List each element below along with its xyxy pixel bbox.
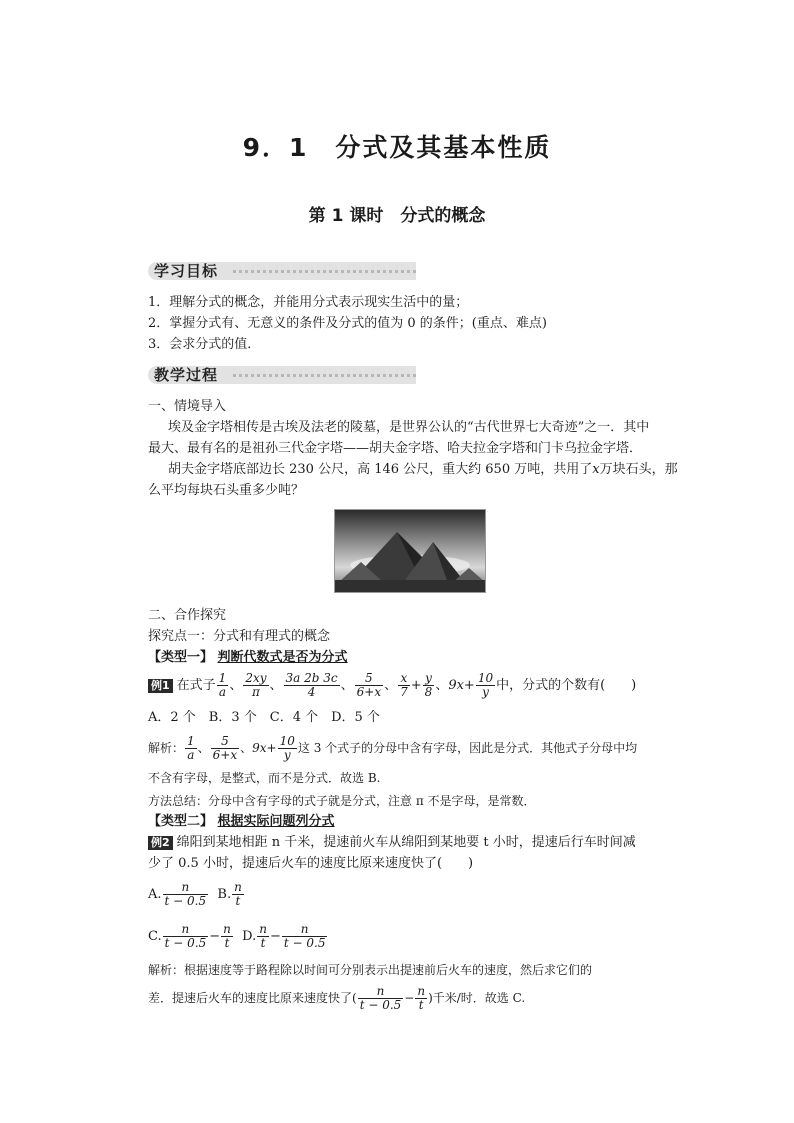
example2-solution: 差．提速后火车的速度比原来速度快了( $\frac{n}{t - 0.5}$ − $\frac{n}{t}$ )千米/时．故选 C. <box>148 984 526 1012</box>
example2-solution: 解析：根据速度等于路程除以时间可分别表示出提速前后火车的速度，然后求它们的 <box>148 963 593 977</box>
example1-options: A．2 个 B．3 个 C．4 个 D．5 个 <box>148 710 380 725</box>
fraction: $\frac{n}{t - 0.5}$ <box>283 922 326 950</box>
goal-item: 3．会求分式的值． <box>148 337 261 352</box>
example1-badge: 例1 <box>148 679 173 693</box>
fraction: $\frac{n}{t}$ <box>223 922 231 950</box>
intro-paragraph: 么平均每块石头重多少吨？ <box>148 483 305 498</box>
lesson-subtitle: 第 1 课时 分式的概念 <box>308 206 486 226</box>
page-title: 9．1 分式及其基本性质 <box>242 133 552 162</box>
fraction: $\frac{n}{t - 0.5}$ <box>164 880 207 908</box>
example1-solution: 解析： $\frac{1}{a}$ 、 $\frac{5}{6+x}$ 、9x+ $\frac{10}{y}$ 这 3 个式子的分母中含有字母，因此是分式．其他式子分母中均 <box>148 734 638 762</box>
example2-question: 少了 0.5 小时，提速后火车的速度比原来速度快了( ) <box>148 856 474 871</box>
example2-badge: 例2 <box>148 836 173 850</box>
fraction: $\frac{5}{6+x}$ <box>356 671 382 699</box>
goal-item: 2．掌握分式有、无意义的条件及分式的值为 0 的条件；(重点、难点) <box>148 316 547 331</box>
fraction: $\frac{n}{t - 0.5}$ <box>359 984 402 1012</box>
section-heading-goals <box>148 262 416 280</box>
intro-paragraph: 最大、最有名的是祖孙三代金字塔——胡夫金字塔、哈夫拉金字塔和门卡乌拉金字塔． <box>148 441 643 456</box>
example1-question: 例1 在式子 $\frac{1}{a}$ 、 $\frac{2xy}{\pi}$ 、 $\frac{3a 2b 3c}{4}$ 、 $\frac{5}{6+x}$ 、 $\frac{x}{7}$ + $\frac{y}{8}$ 、9x+ $\frac{10}{y}$ 中，分式的个数有( ) <box>148 671 636 701</box>
example1-solution: 不含有字母，是整式，而不是分式．故选 B. <box>148 771 381 785</box>
pyramids-photo <box>334 509 486 593</box>
fraction: $\frac{1}{a}$ <box>218 671 227 699</box>
goal-item: 1．理解分式的概念，并能用分式表示现实生活中的量； <box>148 295 469 310</box>
fraction: $\frac{y}{8}$ <box>424 671 433 699</box>
type1-heading: 【类型一】 判断代数式是否为分式 <box>148 650 348 665</box>
fraction: $\frac{n}{t}$ <box>417 984 426 1012</box>
fraction: $\frac{10}{y}$ <box>477 671 494 699</box>
fraction: $\frac{n}{t - 0.5}$ <box>164 922 207 950</box>
example2-options-cd: C. $\frac{n}{t - 0.5}$ − $\frac{n}{t}$ D. $\frac{n}{t}$ − $\frac{n}{t - 0.5}$ <box>148 922 326 950</box>
example2-options-ab: A. $\frac{n}{t - 0.5}$ B. $\frac{n}{t}$ <box>148 880 242 908</box>
example2-question: 例2 绵阳到某地相距 n 千米，提速前火车从绵阳到某地要 t 小时，提速后行车时间减 <box>148 833 636 853</box>
part2-title: 二、合作探究 <box>148 608 227 623</box>
part1-title: 一、情境导入 <box>148 399 227 414</box>
fraction: $\frac{10}{y}$ <box>279 734 295 762</box>
fraction: $\frac{1}{a}$ <box>187 734 195 762</box>
method-summary: 方法总结：分母中含有字母的式子就是分式，注意 π 不是字母，是常数． <box>148 794 536 808</box>
intro-paragraph: 胡夫金字塔底部边长 230 公尺，高 146 公尺，重大约 650 万吨，共用了x万块石头，那 <box>168 462 678 477</box>
fraction: $\frac{n}{t}$ <box>259 922 267 950</box>
fraction: $\frac{5}{6+x}$ <box>212 734 238 762</box>
point1-title: 探究点一：分式和有理式的概念 <box>148 629 331 644</box>
fraction: $\frac{n}{t}$ <box>234 880 242 908</box>
section-heading-process <box>148 366 416 384</box>
type2-heading: 【类型二】 根据实际问题列分式 <box>148 814 335 829</box>
fraction: $\frac{x}{7}$ <box>400 671 408 699</box>
fraction: $\frac{2xy}{\pi}$ <box>245 671 267 699</box>
fraction: $\frac{3a 2b 3c}{4}$ <box>285 671 338 699</box>
goals-heading: 学习目标 <box>154 262 219 280</box>
pyramids-image <box>335 510 485 592</box>
intro-paragraph: 埃及金字塔相传是古埃及法老的陵墓，是世界公认的“古代世界七大奇迹”之一．其中 <box>168 420 650 435</box>
process-heading: 教学过程 <box>154 366 219 384</box>
